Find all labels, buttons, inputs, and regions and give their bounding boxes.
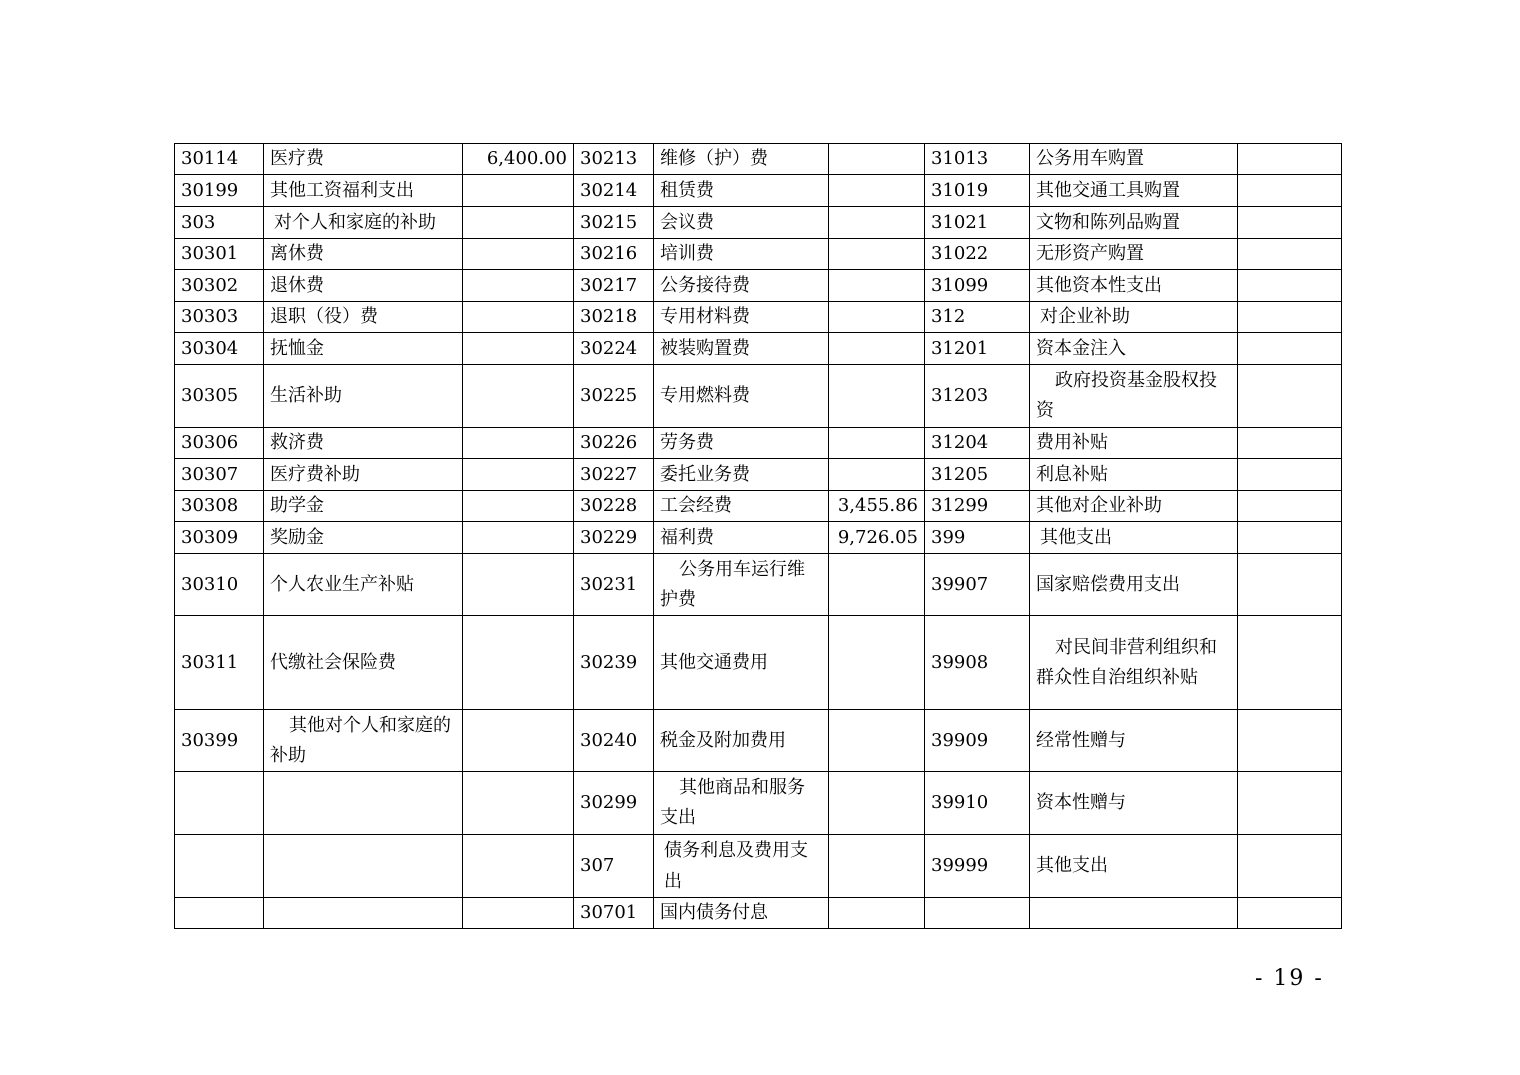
name-cell: 会议费: [654, 207, 829, 239]
name-cell: 劳务费: [654, 428, 829, 459]
name-cell: 文物和陈列品购置: [1030, 207, 1238, 239]
amount-cell: [829, 835, 925, 898]
table-row: [175, 207, 1342, 239]
amount-cell: [1238, 333, 1342, 365]
table-row: [175, 365, 1342, 428]
code-cell: 30218: [574, 302, 654, 333]
code-cell: 30226: [574, 428, 654, 459]
amount-cell: 3,455.86: [829, 491, 925, 522]
code-cell: 30239: [574, 616, 654, 710]
name-cell: 费用补贴: [1030, 428, 1238, 459]
amount-cell: [1238, 365, 1342, 428]
name-cell: 其他支出: [1030, 835, 1238, 898]
code-cell: 39909: [925, 710, 1030, 772]
name-cell: [264, 898, 463, 929]
name-cell: 资本金注入: [1030, 333, 1238, 365]
table-row: [175, 333, 1342, 365]
name-cell: 其他对个人和家庭的补助: [264, 710, 463, 772]
name-cell: 医疗费: [264, 144, 463, 175]
code-cell: 30225: [574, 365, 654, 428]
code-cell: 30215: [574, 207, 654, 239]
amount-cell: [463, 898, 574, 929]
code-cell: 39910: [925, 772, 1030, 835]
amount-cell: [463, 333, 574, 365]
name-cell: 公务用车购置: [1030, 144, 1238, 175]
name-cell: 税金及附加费用: [654, 710, 829, 772]
code-cell: 30304: [175, 333, 264, 365]
amount-cell: [463, 428, 574, 459]
name-cell: 对个人和家庭的补助: [264, 207, 463, 239]
amount-cell: [463, 270, 574, 302]
code-cell: 30399: [175, 710, 264, 772]
code-cell: 303: [175, 207, 264, 239]
code-cell: 30309: [175, 522, 264, 554]
code-cell: 31022: [925, 239, 1030, 270]
name-cell: 个人农业生产补贴: [264, 554, 463, 616]
amount-cell: [1238, 491, 1342, 522]
amount-cell: [463, 835, 574, 898]
code-cell: 31201: [925, 333, 1030, 365]
name-cell: 利息补贴: [1030, 459, 1238, 491]
name-cell: 专用材料费: [654, 302, 829, 333]
code-cell: 30302: [175, 270, 264, 302]
code-cell: 30199: [175, 175, 264, 207]
name-cell: 福利费: [654, 522, 829, 554]
amount-cell: [463, 459, 574, 491]
amount-cell: [829, 333, 925, 365]
amount-cell: [463, 491, 574, 522]
table-row: [175, 616, 1342, 710]
code-cell: 30240: [574, 710, 654, 772]
name-cell: 医疗费补助: [264, 459, 463, 491]
amount-cell: [829, 710, 925, 772]
name-cell: 公务用车运行维护费: [654, 554, 829, 616]
code-cell: 30311: [175, 616, 264, 710]
code-cell: 31021: [925, 207, 1030, 239]
amount-cell: [463, 710, 574, 772]
amount-cell: [463, 522, 574, 554]
amount-cell: 6,400.00: [463, 144, 574, 175]
table-row: [175, 428, 1342, 459]
code-cell: 307: [574, 835, 654, 898]
amount-cell: [829, 616, 925, 710]
code-cell: 31203: [925, 365, 1030, 428]
page-number: - 19 -: [1255, 966, 1324, 991]
code-cell: 30307: [175, 459, 264, 491]
name-cell: 培训费: [654, 239, 829, 270]
amount-cell: [829, 459, 925, 491]
name-cell: 债务利息及费用支出: [654, 835, 829, 898]
code-cell: 31205: [925, 459, 1030, 491]
name-cell: 国家赔偿费用支出: [1030, 554, 1238, 616]
code-cell: 30231: [574, 554, 654, 616]
amount-cell: [1238, 616, 1342, 710]
code-cell: [925, 898, 1030, 929]
amount-cell: [463, 365, 574, 428]
name-cell: 其他工资福利支出: [264, 175, 463, 207]
table-row: [175, 302, 1342, 333]
name-cell: 国内债务付息: [654, 898, 829, 929]
amount-cell: [1238, 459, 1342, 491]
code-cell: 30114: [175, 144, 264, 175]
amount-cell: [463, 554, 574, 616]
amount-cell: [1238, 175, 1342, 207]
amount-cell: [1238, 898, 1342, 929]
code-cell: 39907: [925, 554, 1030, 616]
amount-cell: [463, 175, 574, 207]
amount-cell: [1238, 554, 1342, 616]
code-cell: 39999: [925, 835, 1030, 898]
name-cell: 经常性赠与: [1030, 710, 1238, 772]
amount-cell: [829, 772, 925, 835]
code-cell: [175, 772, 264, 835]
name-cell: 离休费: [264, 239, 463, 270]
name-cell: 其他对企业补助: [1030, 491, 1238, 522]
table-row: [175, 175, 1342, 207]
name-cell: 无形资产购置: [1030, 239, 1238, 270]
name-cell: [264, 835, 463, 898]
table-row: [175, 898, 1342, 929]
code-cell: 30303: [175, 302, 264, 333]
code-cell: 399: [925, 522, 1030, 554]
code-cell: 30213: [574, 144, 654, 175]
code-cell: 31099: [925, 270, 1030, 302]
name-cell: 其他资本性支出: [1030, 270, 1238, 302]
name-cell: 其他商品和服务支出: [654, 772, 829, 835]
code-cell: [175, 898, 264, 929]
table-row: [175, 459, 1342, 491]
name-cell: 其他支出: [1030, 522, 1238, 554]
amount-cell: [829, 270, 925, 302]
name-cell: [1030, 898, 1238, 929]
name-cell: 工会经费: [654, 491, 829, 522]
code-cell: 30299: [574, 772, 654, 835]
code-cell: 30310: [175, 554, 264, 616]
table-row: [175, 270, 1342, 302]
code-cell: 30306: [175, 428, 264, 459]
name-cell: 其他交通工具购置: [1030, 175, 1238, 207]
code-cell: 30227: [574, 459, 654, 491]
name-cell: 公务接待费: [654, 270, 829, 302]
name-cell: 救济费: [264, 428, 463, 459]
code-cell: 31019: [925, 175, 1030, 207]
amount-cell: [829, 175, 925, 207]
amount-cell: [829, 239, 925, 270]
name-cell: 生活补助: [264, 365, 463, 428]
amount-cell: [1238, 239, 1342, 270]
amount-cell: 9,726.05: [829, 522, 925, 554]
amount-cell: [463, 239, 574, 270]
amount-cell: [829, 144, 925, 175]
name-cell: 奖励金: [264, 522, 463, 554]
amount-cell: [1238, 270, 1342, 302]
name-cell: 租赁费: [654, 175, 829, 207]
code-cell: [175, 835, 264, 898]
name-cell: [264, 772, 463, 835]
code-cell: 31204: [925, 428, 1030, 459]
name-cell: 委托业务费: [654, 459, 829, 491]
amount-cell: [463, 302, 574, 333]
amount-cell: [1238, 835, 1342, 898]
code-cell: 39908: [925, 616, 1030, 710]
amount-cell: [829, 365, 925, 428]
name-cell: 维修（护）费: [654, 144, 829, 175]
amount-cell: [1238, 522, 1342, 554]
amount-cell: [1238, 144, 1342, 175]
code-cell: 30214: [574, 175, 654, 207]
amount-cell: [829, 302, 925, 333]
name-cell: 代缴社会保险费: [264, 616, 463, 710]
name-cell: 抚恤金: [264, 333, 463, 365]
name-cell: 政府投资基金股权投资: [1030, 365, 1238, 428]
code-cell: 30305: [175, 365, 264, 428]
code-cell: 31299: [925, 491, 1030, 522]
name-cell: 专用燃料费: [654, 365, 829, 428]
code-cell: 30224: [574, 333, 654, 365]
code-cell: 30229: [574, 522, 654, 554]
code-cell: 30217: [574, 270, 654, 302]
name-cell: 退职（役）费: [264, 302, 463, 333]
amount-cell: [829, 898, 925, 929]
code-cell: 31013: [925, 144, 1030, 175]
table-row: [175, 710, 1342, 772]
table-row: [175, 239, 1342, 270]
amount-cell: [463, 616, 574, 710]
code-cell: 30701: [574, 898, 654, 929]
amount-cell: [463, 207, 574, 239]
amount-cell: [1238, 772, 1342, 835]
table-row: [175, 835, 1342, 898]
name-cell: 对企业补助: [1030, 302, 1238, 333]
code-cell: 30301: [175, 239, 264, 270]
table-row: [175, 491, 1342, 522]
amount-cell: [829, 207, 925, 239]
name-cell: 被装购置费: [654, 333, 829, 365]
table-row: [175, 554, 1342, 616]
amount-cell: [829, 554, 925, 616]
expense-classification-table: [174, 143, 1342, 929]
amount-cell: [1238, 428, 1342, 459]
amount-cell: [1238, 207, 1342, 239]
amount-cell: [1238, 710, 1342, 772]
table-row: [175, 144, 1342, 175]
table-row: [175, 522, 1342, 554]
amount-cell: [463, 772, 574, 835]
code-cell: 30216: [574, 239, 654, 270]
amount-cell: [829, 428, 925, 459]
code-cell: 30308: [175, 491, 264, 522]
name-cell: 助学金: [264, 491, 463, 522]
amount-cell: [1238, 302, 1342, 333]
code-cell: 312: [925, 302, 1030, 333]
code-cell: 30228: [574, 491, 654, 522]
name-cell: 其他交通费用: [654, 616, 829, 710]
name-cell: 退休费: [264, 270, 463, 302]
name-cell: 资本性赠与: [1030, 772, 1238, 835]
table-row: [175, 772, 1342, 835]
name-cell: 对民间非营利组织和群众性自治组织补贴: [1030, 616, 1238, 710]
